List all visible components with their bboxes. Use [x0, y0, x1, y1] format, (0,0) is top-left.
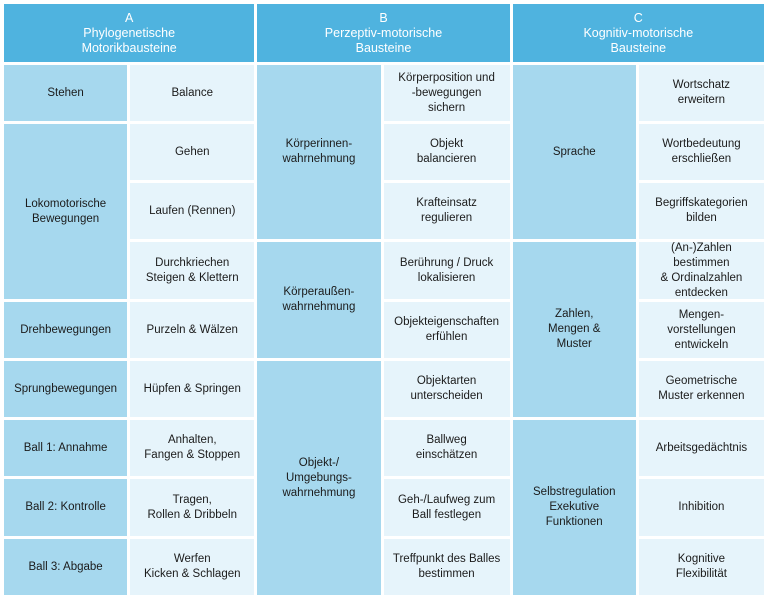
header-a: A Phylogenetische Motorikbausteine	[4, 4, 254, 62]
category-stehen: Stehen	[4, 65, 127, 121]
category-ball2: Ball 2: Kontrolle	[4, 479, 127, 536]
category-koerperaussen: Körperaußen- wahrnehmung	[257, 242, 380, 358]
category-sprung: Sprungbewegungen	[4, 361, 127, 417]
category-lokomotorisch: Lokomotorische Bewegungen	[4, 124, 127, 299]
header-c: C Kognitiv-motorische Bausteine	[513, 4, 764, 62]
item-a-7: Anhalten, Fangen & Stoppen	[130, 420, 254, 476]
category-ball1: Ball 1: Annahme	[4, 420, 127, 476]
item-b-6: Objektarten unterscheiden	[384, 361, 510, 417]
item-b-8: Geh-/Laufweg zum Ball festlegen	[384, 479, 510, 536]
item-b-9: Treffpunkt des Balles bestimmen	[384, 539, 510, 595]
item-a-1: Balance	[130, 65, 254, 121]
item-b-2: Objekt balancieren	[384, 124, 510, 180]
item-a-2: Gehen	[130, 124, 254, 180]
item-c-5: Mengen- vorstellungen entwickeln	[639, 302, 764, 358]
header-b: B Perzeptiv-motorische Bausteine	[257, 4, 509, 62]
category-dreh: Drehbewegungen	[4, 302, 127, 358]
item-a-3: Laufen (Rennen)	[130, 183, 254, 239]
item-a-5: Purzeln & Wälzen	[130, 302, 254, 358]
item-c-6: Geometrische Muster erkennen	[639, 361, 764, 417]
category-koerperinnen: Körperinnen- wahrnehmung	[257, 65, 380, 239]
item-b-5: Objekteigenschaften erfühlen	[384, 302, 510, 358]
item-c-8: Inhibition	[639, 479, 764, 536]
item-c-4: (An-)Zahlen bestimmen & Ordinalzahlen entdecken	[639, 242, 764, 299]
item-b-3: Krafteinsatz regulieren	[384, 183, 510, 239]
table-grid	[4, 4, 764, 578]
item-c-1: Wortschatz erweitern	[639, 65, 764, 121]
category-objekt-umgebung: Objekt-/ Umgebungs- wahrnehmung	[257, 361, 380, 595]
category-sprache: Sprache	[513, 65, 636, 239]
category-ball3: Ball 3: Abgabe	[4, 539, 127, 595]
item-a-6: Hüpfen & Springen	[130, 361, 254, 417]
item-b-1: Körperposition und -bewegungen sichern	[384, 65, 510, 121]
item-b-7: Ballweg einschätzen	[384, 420, 510, 476]
category-zahlen: Zahlen, Mengen & Muster	[513, 242, 636, 417]
item-c-7: Arbeitsgedächtnis	[639, 420, 764, 476]
item-a-4: Durchkriechen Steigen & Klettern	[130, 242, 254, 299]
item-a-9: Werfen Kicken & Schlagen	[130, 539, 254, 595]
category-selbstregulation: Selbstregulation Exekutive Funktionen	[513, 420, 636, 595]
item-a-8: Tragen, Rollen & Dribbeln	[130, 479, 254, 536]
item-b-4: Berührung / Druck lokalisieren	[384, 242, 510, 299]
item-c-2: Wortbedeutung erschließen	[639, 124, 764, 180]
item-c-3: Begriffskategorien bilden	[639, 183, 764, 239]
item-c-9: Kognitive Flexibilität	[639, 539, 764, 595]
